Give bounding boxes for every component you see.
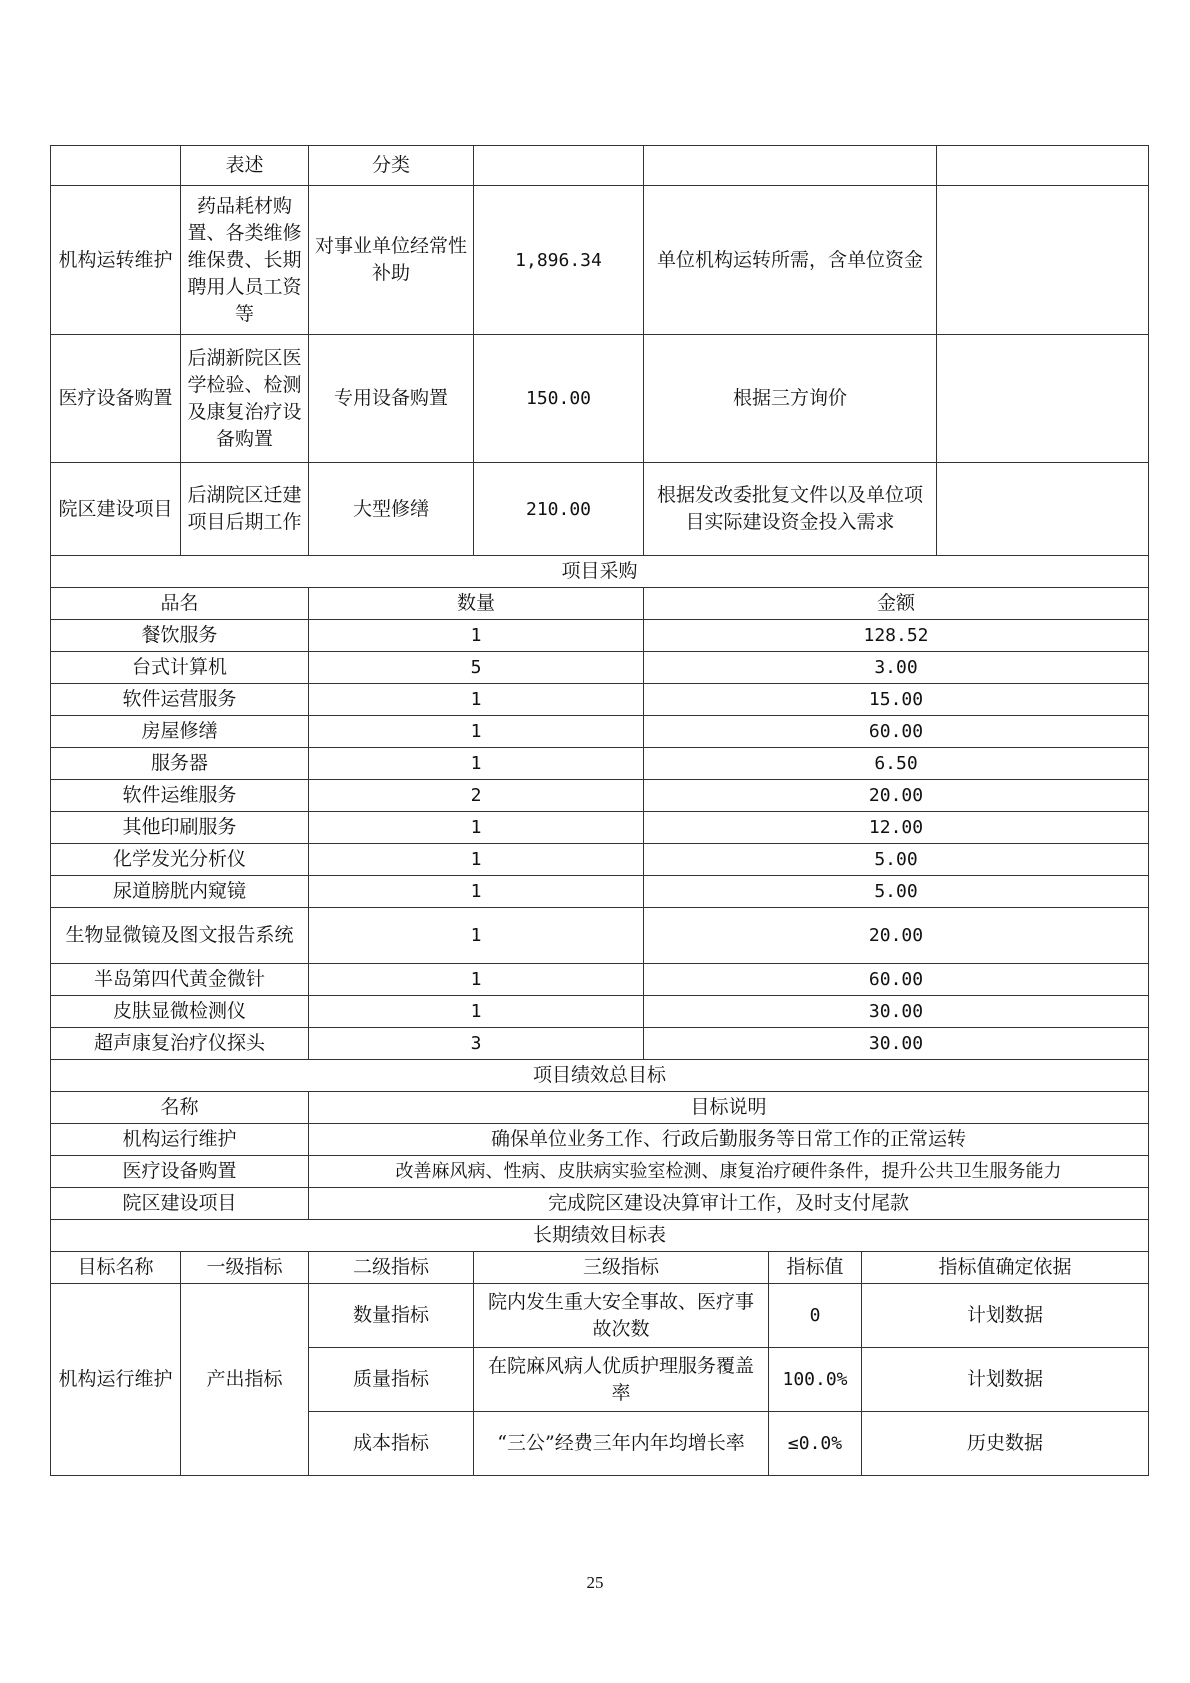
performance-header-target: 目标名称: [51, 1252, 181, 1284]
procurement-item-amount: 12.00: [644, 812, 1149, 844]
procurement-item-name: 餐饮服务: [51, 620, 309, 652]
procurement-row: [51, 620, 1149, 652]
procurement-item-amount: 30.00: [644, 1028, 1149, 1060]
procurement-header-amount: 金额: [644, 588, 1149, 620]
procurement-item-amount: 20.00: [644, 780, 1149, 812]
procurement-item-amount: 6.50: [644, 748, 1149, 780]
budget-item-category: 对事业单位经常性补助: [309, 186, 474, 335]
procurement-item-name: 其他印刷服务: [51, 812, 309, 844]
budget-item-blank: [937, 186, 1149, 335]
performance-basis: 计划数据: [862, 1348, 1149, 1412]
procurement-item-name: 皮肤显微检测仪: [51, 996, 309, 1028]
budget-item-category: 大型修缮: [309, 463, 474, 556]
budget-row: [51, 186, 1149, 335]
procurement-row: [51, 908, 1149, 964]
procurement-title-row: [51, 556, 1149, 588]
procurement-header-row: [51, 588, 1149, 620]
procurement-row: [51, 876, 1149, 908]
procurement-item-amount: 5.00: [644, 844, 1149, 876]
procurement-item-amount: 15.00: [644, 684, 1149, 716]
goal-description: 完成院区建设决算审计工作，及时支付尾款: [309, 1188, 1149, 1220]
procurement-item-name: 尿道膀胱内窥镜: [51, 876, 309, 908]
procurement-item-qty: 2: [309, 780, 644, 812]
performance-header-value: 指标值: [769, 1252, 862, 1284]
goals-title-row: [51, 1060, 1149, 1092]
procurement-item-qty: 1: [309, 964, 644, 996]
procurement-item-name: 软件运营服务: [51, 684, 309, 716]
budget-item-amount: 1,896.34: [474, 186, 644, 335]
budget-item-desc: 后湖新院区医学检验、检测及康复治疗设备购置: [181, 335, 309, 463]
performance-header-level2: 二级指标: [309, 1252, 474, 1284]
budget-header-row: [51, 146, 1149, 186]
procurement-row: [51, 780, 1149, 812]
budget-item-blank: [937, 335, 1149, 463]
procurement-row: [51, 748, 1149, 780]
budget-header-cell: [51, 146, 181, 186]
performance-value: ≤0.0%: [769, 1412, 862, 1476]
performance-level2: 质量指标: [309, 1348, 474, 1412]
procurement-item-amount: 60.00: [644, 716, 1149, 748]
procurement-header-qty: 数量: [309, 588, 644, 620]
procurement-row: [51, 964, 1149, 996]
performance-target-name: 机构运行维护: [51, 1284, 181, 1476]
budget-item-basis: 根据发改委批复文件以及单位项目实际建设资金投入需求: [644, 463, 937, 556]
budget-header-cell: 分类: [309, 146, 474, 186]
budget-item-blank: [937, 463, 1149, 556]
goals-row: [51, 1188, 1149, 1220]
document-table-area: [50, 145, 1148, 1476]
performance-header-level1: 一级指标: [181, 1252, 309, 1284]
goal-name: 机构运行维护: [51, 1124, 309, 1156]
procurement-item-amount: 3.00: [644, 652, 1149, 684]
procurement-item-amount: 60.00: [644, 964, 1149, 996]
budget-item-desc: 药品耗材购置、各类维修维保费、长期聘用人员工资等: [181, 186, 309, 335]
procurement-item-amount: 128.52: [644, 620, 1149, 652]
performance-level3: 院内发生重大安全事故、医疗事故次数: [474, 1284, 769, 1348]
budget-row: [51, 463, 1149, 556]
performance-title: 长期绩效目标表: [51, 1220, 1149, 1252]
goal-name: 院区建设项目: [51, 1188, 309, 1220]
goals-row: [51, 1124, 1149, 1156]
procurement-item-amount: 30.00: [644, 996, 1149, 1028]
budget-performance-table: [50, 145, 1149, 1476]
budget-item-name: 机构运转维护: [51, 186, 181, 335]
procurement-row: [51, 1028, 1149, 1060]
budget-header-cell: [644, 146, 937, 186]
performance-header-level3: 三级指标: [474, 1252, 769, 1284]
procurement-item-qty: 3: [309, 1028, 644, 1060]
procurement-item-qty: 1: [309, 996, 644, 1028]
procurement-item-qty: 1: [309, 908, 644, 964]
performance-level2: 数量指标: [309, 1284, 474, 1348]
procurement-item-qty: 1: [309, 684, 644, 716]
performance-value: 0: [769, 1284, 862, 1348]
performance-title-row: [51, 1220, 1149, 1252]
budget-item-category: 专用设备购置: [309, 335, 474, 463]
performance-basis: 历史数据: [862, 1412, 1149, 1476]
budget-row: [51, 335, 1149, 463]
procurement-title: 项目采购: [51, 556, 1149, 588]
procurement-item-qty: 1: [309, 620, 644, 652]
performance-level1: 产出指标: [181, 1284, 309, 1476]
page-number: 25: [586, 1573, 604, 1592]
performance-row: [51, 1284, 1149, 1348]
performance-basis: 计划数据: [862, 1284, 1149, 1348]
budget-header-cell: 表述: [181, 146, 309, 186]
procurement-item-name: 服务器: [51, 748, 309, 780]
performance-level3: “三公”经费三年内年均增长率: [474, 1412, 769, 1476]
budget-item-desc: 后湖院区迁建项目后期工作: [181, 463, 309, 556]
procurement-item-name: 超声康复治疗仪探头: [51, 1028, 309, 1060]
procurement-item-name: 半岛第四代黄金微针: [51, 964, 309, 996]
procurement-item-qty: 1: [309, 844, 644, 876]
performance-header-row: [51, 1252, 1149, 1284]
procurement-item-qty: 1: [309, 748, 644, 780]
performance-level3: 在院麻风病人优质护理服务覆盖率: [474, 1348, 769, 1412]
procurement-item-name: 生物显微镜及图文报告系统: [51, 908, 309, 964]
budget-item-name: 医疗设备购置: [51, 335, 181, 463]
budget-item-amount: 210.00: [474, 463, 644, 556]
goal-description: 改善麻风病、性病、皮肤病实验室检测、康复治疗硬件条件，提升公共卫生服务能力: [309, 1156, 1149, 1188]
procurement-row: [51, 812, 1149, 844]
goals-header-name: 名称: [51, 1092, 309, 1124]
procurement-item-qty: 1: [309, 716, 644, 748]
goal-name: 医疗设备购置: [51, 1156, 309, 1188]
procurement-item-name: 台式计算机: [51, 652, 309, 684]
performance-value: 100.0%: [769, 1348, 862, 1412]
procurement-item-name: 化学发光分析仪: [51, 844, 309, 876]
goals-header-desc: 目标说明: [309, 1092, 1149, 1124]
budget-item-name: 院区建设项目: [51, 463, 181, 556]
goal-description: 确保单位业务工作、行政后勤服务等日常工作的正常运转: [309, 1124, 1149, 1156]
budget-header-cell: [474, 146, 644, 186]
procurement-row: [51, 652, 1149, 684]
procurement-item-name: 软件运维服务: [51, 780, 309, 812]
procurement-header-name: 品名: [51, 588, 309, 620]
procurement-row: [51, 844, 1149, 876]
procurement-item-qty: 1: [309, 876, 644, 908]
procurement-item-amount: 20.00: [644, 908, 1149, 964]
procurement-item-amount: 5.00: [644, 876, 1149, 908]
procurement-item-qty: 5: [309, 652, 644, 684]
budget-item-basis: 根据三方询价: [644, 335, 937, 463]
budget-item-basis: 单位机构运转所需，含单位资金: [644, 186, 937, 335]
procurement-row: [51, 684, 1149, 716]
goals-header-row: [51, 1092, 1149, 1124]
procurement-row: [51, 716, 1149, 748]
budget-header-cell: [937, 146, 1149, 186]
performance-header-basis: 指标值确定依据: [862, 1252, 1149, 1284]
goals-row: [51, 1156, 1149, 1188]
procurement-item-qty: 1: [309, 812, 644, 844]
goals-title: 项目绩效总目标: [51, 1060, 1149, 1092]
procurement-row: [51, 996, 1149, 1028]
budget-item-amount: 150.00: [474, 335, 644, 463]
procurement-item-name: 房屋修缮: [51, 716, 309, 748]
performance-level2: 成本指标: [309, 1412, 474, 1476]
